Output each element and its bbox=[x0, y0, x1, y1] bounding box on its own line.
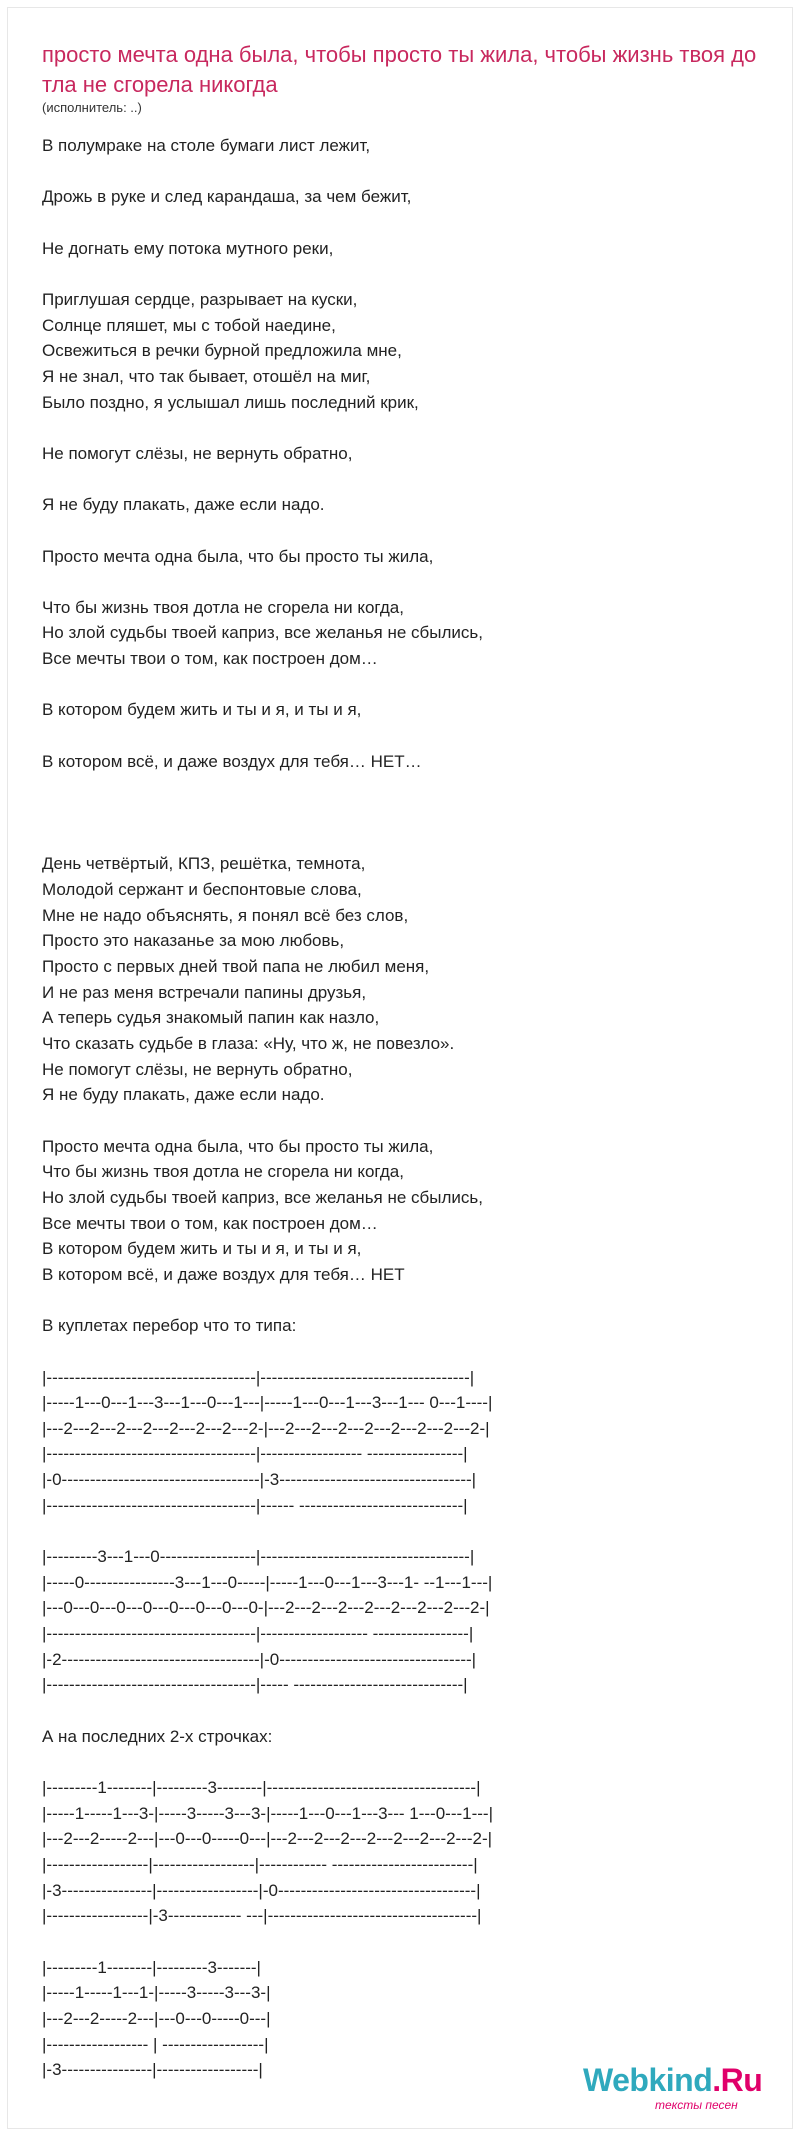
logo-tagline: тексты песен bbox=[655, 2098, 738, 2112]
logo-wordmark bbox=[583, 2060, 762, 2100]
site-logo[interactable] bbox=[583, 2060, 773, 2116]
artist-line: (исполнитель: ..) bbox=[42, 100, 142, 115]
logo-tld: Ru bbox=[720, 2062, 763, 2098]
logo-name: Webkind bbox=[583, 2062, 713, 2098]
lyrics-text: В полумраке на столе бумаги лист лежит, Дрожь в руке и след карандаша, за чем бежит, Не догнать ему потока мутного реки, Приглушая сердце, разрывает на куски, Солнце пляшет, мы с тобой наедине, Освежиться в речки бурной предложила мне, Я не знал, что так бывает, отошёл на миг, Было поздно, я услышал лишь последний крик, Не помогут слёзы, не вернуть обратно, Я не буду плакать, даже если надо. Просто мечта одна была, что бы просто ты жила, Что бы жизнь твоя дотла не сгорела ни когда, Но злой судьбы твоей каприз, все желанья не сбылись, Все мечты твои о том, как построен дом… В котором будем жить и ты и я, и ты и я, В котором всё, и даже воздух для тебя… НЕТ… День четвёртый, КПЗ, решётка, темнота, Молодой сержант и беспонтовые слова, Мне не надо объяснять, я понял всё без слов, Просто это наказанье за мою любовь, Просто с первых дней твой папа не любил меня, И не раз меня встречали папины друзья, А теперь судья знакомый папин как назло, Что сказать судьбе в глаза: «Ну, что ж, не повезло». Не помогут слёзы, не вернуть обратно, Я не буду плакать, даже если надо. Просто мечта одна была, что бы просто ты жила, Что бы жизнь твоя дотла не сгорела ни когда, Но злой судьбы твоей каприз, все желанья не сбылись, Все мечты твои о том, как построен дом… В котором будем жить и ты и я, и ты и я, В котором всё, и даже воздух для тебя… НЕТ В куплетах перебор что то типа: |-------------------------------------|-------------------------------------| |-----1---0---1---3---1---0---1---|-----1---0---1---3---1--- 0---1----| |---2---2---2---2---2---2---2---2-|---2---2---2---2---2---2---2---2-| |-------------------------------------|------------------ -----------------| |-0-----------------------------------|-3----------------------------------| |-------------------------------------|------ -----------------------------| |---------3---1---0-----------------|-------------------------------------| |-----0----------------3---1---0-----|-----1---0---1---3---1- --1---1---| |---0---0---0---0---0---0---0---0-|---2---2---2---2---2---2---2---2-| |-------------------------------------|------------------- -----------------| |-2-----------------------------------|-0----------------------------------| |-------------------------------------|----- ------------------------------| А на последних 2-х строчках: |---------1--------|---------3--------|-------------------------------------| |-----1-----1---3-|-----3-----3---3-|-----1---0---1---3--- 1---0---1---| |---2---2-----2---|---0---0-----0---|---2---2---2---2---2---2---2---2-| |------------------|------------------|------------ -------------------------| |-3----------------|------------------|-0-----------------------------------| |------------------|-3------------- ---|-------------------------------------| |---------1--------|---------3-------| |-----1-----1---1-|-----3-----3---3-| |---2---2-----2---|---0---0-----0---| |------------------ | ------------------| |-3----------------|------------------| bbox=[42, 136, 493, 2080]
song-title: просто мечта одна была, чтобы просто ты жила, чтобы жизнь твоя до тла не сгорела никогда bbox=[42, 42, 757, 97]
logo-dot: . bbox=[712, 2062, 721, 2098]
